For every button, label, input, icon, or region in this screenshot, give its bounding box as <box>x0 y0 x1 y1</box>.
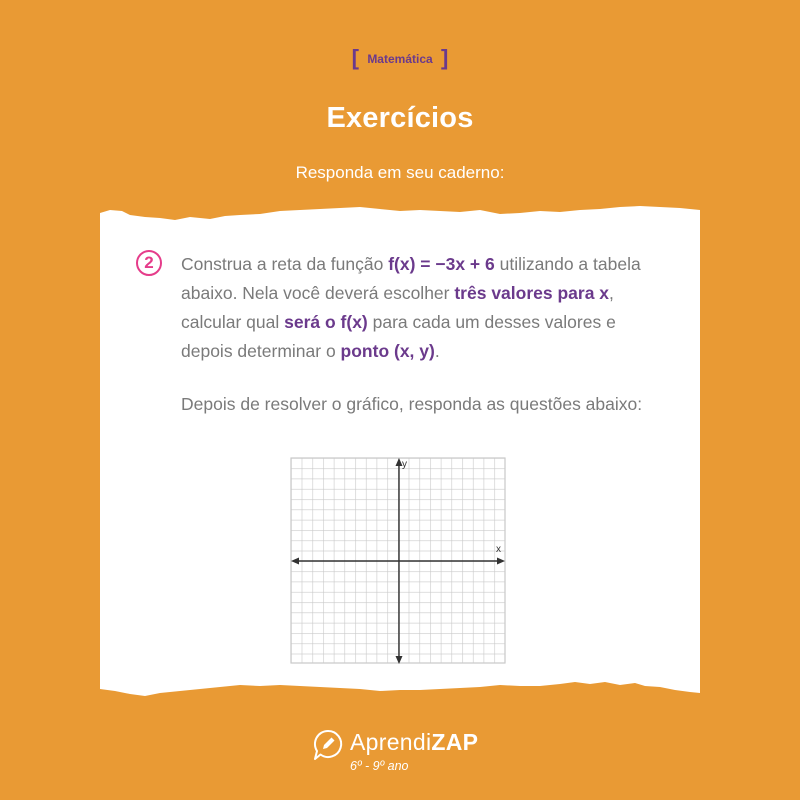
question-part: para cada um desses valores e depois determinar o <box>181 312 616 361</box>
cartesian-grid <box>289 457 509 667</box>
x-axis-label: x <box>496 544 501 555</box>
page-title: Exercícios <box>326 102 474 134</box>
y-axis-label: y <box>402 459 407 470</box>
question-part: utilizando a tabela abaixo. Nela você deverá escolher <box>181 254 641 303</box>
function-formula: f(x) = −3x + 6 <box>388 254 495 274</box>
question-text <box>181 250 661 366</box>
paper-card <box>100 205 700 700</box>
question-part: , calcular qual <box>181 283 614 332</box>
instruction-text: Responda em seu caderno: <box>295 163 505 182</box>
highlight-three-values: três valores para x <box>454 283 610 303</box>
question-part: . <box>434 341 440 361</box>
exercise-number-badge: 2 <box>136 250 162 276</box>
brand-name <box>350 729 478 756</box>
highlight-point: ponto (x, y) <box>340 341 435 361</box>
brand-bold: ZAP <box>431 729 479 755</box>
footer-logo <box>312 727 512 777</box>
bracket-open: [ <box>351 45 359 70</box>
grade-range: 6º - 9º ano <box>350 759 409 773</box>
bracket-close: ] <box>441 45 449 70</box>
subject-tag <box>0 46 800 72</box>
subject-label: Matemática <box>367 52 433 66</box>
highlight-fx: será o f(x) <box>284 312 368 332</box>
chat-pencil-icon <box>312 729 344 763</box>
followup-text: Depois de resolver o gráfico, responda as questões abaixo: <box>181 394 643 414</box>
brand-light: Aprendi <box>350 729 432 755</box>
question-part: Construa a reta da função <box>181 254 389 274</box>
